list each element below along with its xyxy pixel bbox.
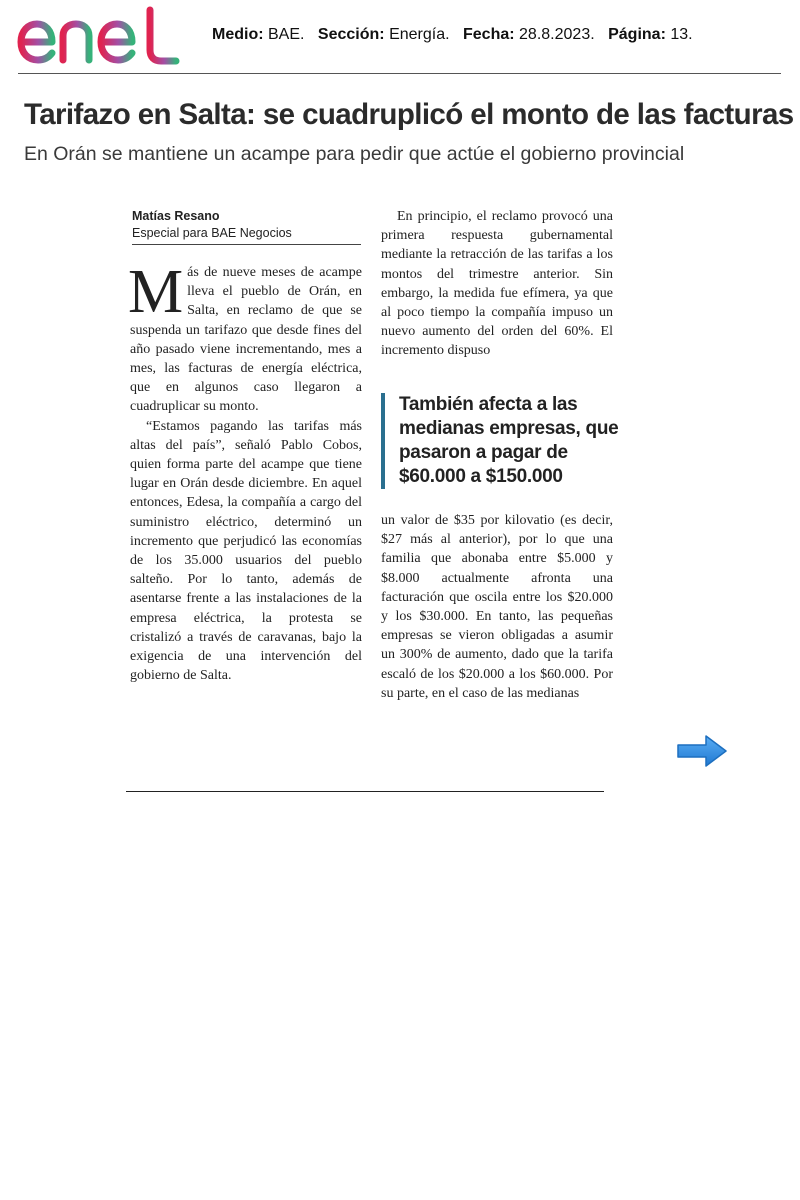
seccion-value: Energía. — [389, 26, 450, 43]
author-role: Especial para BAE Negocios — [132, 226, 292, 240]
article-column-1 — [128, 258, 362, 685]
article-column-2-top — [381, 207, 613, 361]
author-name: Matías Resano — [132, 209, 220, 223]
medio-label: Medio: — [212, 26, 264, 43]
clipping-metadata — [212, 26, 693, 44]
article-headline: Tarifazo en Salta: se cuadruplicó el monto de las facturas — [24, 98, 794, 131]
pull-quote: También afecta a las medianas empresas, que pasaron a pagar de $60.000 a $150.000 — [381, 393, 631, 489]
header-divider — [18, 73, 781, 74]
seccion-label: Sección: — [317, 26, 385, 43]
paragraph-2: “Estamos pagando las tarifas más altas del país”, señaló Pablo Cobos, quien forma parte del acampe que tiene lugar en Orán desde diciembre. En aquel entonces, Edesa, la compañía a cargo del suministro eléctrico, determinó un incremento que perjudicó las economías de los 35.000 usuarios del pueblo salteño. Por lo tanto, además de asentarse frente a las instalaciones de la empresa eléctrica, la protesta se cristalizó a través de caravanas, bajo la exigencia de una intervención del gobierno de Salta. — [130, 418, 362, 684]
paragraph-3: En principio, el reclamo provocó una primera respuesta gubernamental mediante la retracción de las tarifas a los montos del trimestre anterior. Sin embargo, la medida fue efímera, ya que al poco tiempo la compañía impuso un nuevo aumento del orden del 60%. El incremento dispuso — [381, 209, 613, 359]
fecha-value: 28.8.2023. — [519, 26, 595, 43]
arrow-right-icon[interactable] — [676, 733, 728, 769]
pagina-label: Página: — [608, 26, 666, 43]
newspaper-clipping — [120, 200, 620, 730]
pagina-value: 13. — [670, 26, 693, 43]
paragraph-1 — [128, 258, 362, 417]
medio-value: BAE. — [268, 26, 305, 43]
article-subheadline: En Orán se mantiene un acampe para pedir que actúe el gobierno provincial — [24, 143, 685, 165]
byline-divider — [132, 244, 361, 245]
article-column-2-bottom — [381, 511, 613, 703]
paragraph-1-text: ás de nueve meses de acampe lleva el pueblo de Orán, en Salta, en reclamo de que se suspenda un tarifazo que desde fines del año pasado viene incrementando, mes a mes, las facturas de energía eléctrica, que en algunos caso llegaron a cuadruplicar su monto. — [130, 265, 362, 415]
drop-cap: M — [128, 258, 184, 326]
byline — [132, 208, 362, 242]
paragraph-4: un valor de $35 por kilovatio (es decir, $27 más al anterior), por lo que una familia que abonaba entre $5.000 y $8.000 actualmente afronta una facturación que oscila entre los $20.000 y los $30.000. En tanto, las pequeñas empresas se vieron obligadas a asumir un 300% de aumento, dado que la tarifa escaló de los $20.000 a los $60.000. Por su parte, en el caso de las medianas — [381, 513, 613, 701]
fecha-label: Fecha: — [463, 26, 515, 43]
enel-logo — [16, 4, 182, 68]
footer-divider — [126, 791, 604, 792]
